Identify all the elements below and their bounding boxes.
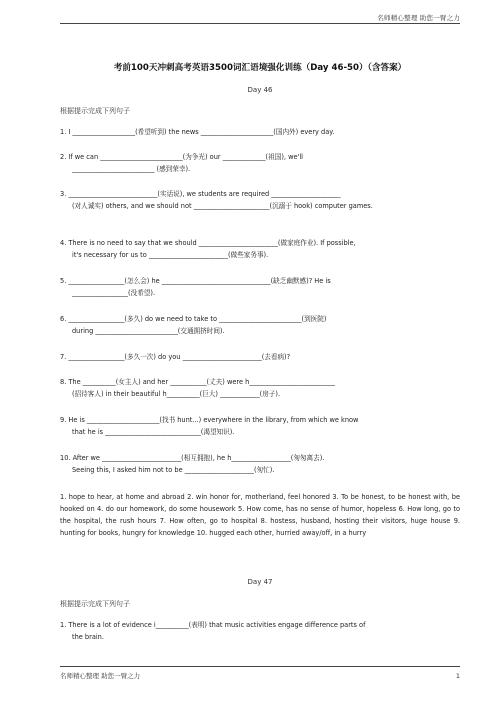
- question-line-continued: _________________(没希望).: [72, 289, 156, 298]
- question-item: [60, 275, 460, 299]
- page-header-text: 名师精心整理 助您一臂之力: [377, 14, 460, 22]
- question-line-continued: (对人诚实) others, and we should not _______________________(沉溺于 hook) computer games.: [72, 202, 373, 211]
- header-divider: [60, 23, 460, 24]
- question-line-continued: the brain.: [72, 633, 104, 642]
- question-line: 7. _________________(多久一次) do you ________________________(去看病)?: [60, 353, 291, 361]
- question-line-continued: during _________________________(交通拥挤时间).: [72, 327, 225, 336]
- question-line-continued: _________________________ (感到荣幸).: [72, 165, 191, 174]
- day-47-instruction: 根据提示完成下列句子: [60, 600, 130, 608]
- question-line: 8. The __________(女主人) and her ___________(丈夫) were h__________________________: [60, 378, 336, 386]
- question-line: 3. ___________________________(实话说), we students are required _____________________: [60, 190, 341, 198]
- question-item: [60, 376, 460, 400]
- question-line-continued: that he is _____________________________(渴望知识).: [72, 428, 235, 437]
- question-line-continued: (招待客人) in their beautiful h__________(巨大) ____________(房子).: [72, 390, 281, 399]
- footer-divider: [60, 666, 460, 667]
- question-item: [60, 151, 460, 175]
- question-item: [60, 351, 460, 363]
- day-46-heading: Day 46: [247, 86, 273, 94]
- document-title: 考前100天冲刺高考英语3500词汇语境强化训练（Day 46-50）（含答案）: [113, 63, 407, 73]
- question-line: 4. There is no need to say that we should ________________________(做家庭作业). If possible,: [60, 239, 356, 247]
- question-line-continued: it's necessary for us to ________________________(做些家务事).: [72, 251, 269, 260]
- question-line: 6. _________________(多久) do we need to take to _________________________(到医院): [60, 315, 327, 323]
- question-item: [60, 619, 460, 643]
- question-line: 9. He is ______________________(找书 hunt...) everywhere in the library, from which we know: [60, 416, 359, 424]
- question-item: [60, 313, 460, 337]
- question-line: 5. _________________(怎么会) he _________________________________(缺乏幽默感)? He is: [60, 277, 331, 285]
- question-line: 2. If we can _________________________(为争光) our _____________(祖国), we'll: [60, 153, 304, 161]
- day-46-answer-key: 1. hope to hear, at home and abroad 2. win honor for, motherland, feel honored 3. To be honest, to be honest with, be hooked on 4. do our homework, do some housework 5. How come, has no sense of humor, hopeless 6. How long, go to the hospital, the rush hours 7. How often, go to hospital 8. hostess, husband, hosting their visitors, huge house 9. hunting for books, hungry for knowledge 10. hugged each other, hurried away/off, in a hurry: [60, 493, 460, 537]
- question-item: [60, 188, 460, 212]
- question-item: [60, 414, 460, 438]
- question-item: [60, 452, 460, 476]
- question-line: 10. After we ________________________(相互拥抱), he h__________________(匆匆离去).: [60, 454, 325, 462]
- day-46-instruction: 根据提示完成下列句子: [60, 107, 130, 115]
- question-line: 1. I ___________________(希望听到) the news ______________________(国内外) every day.: [60, 128, 335, 136]
- page-number: 1: [455, 672, 460, 680]
- day-47-heading: Day 47: [247, 578, 273, 586]
- question-line-continued: Seeing this, I asked him not to be _____________________(匆忙).: [72, 466, 275, 475]
- question-line: 1. There is a lot of evidence i__________(表明) that music activities engage difference parts of: [60, 621, 366, 629]
- page-footer-text: 名师精心整理 助您一臂之力: [60, 672, 141, 680]
- question-item: [60, 237, 460, 261]
- question-item: [60, 126, 460, 138]
